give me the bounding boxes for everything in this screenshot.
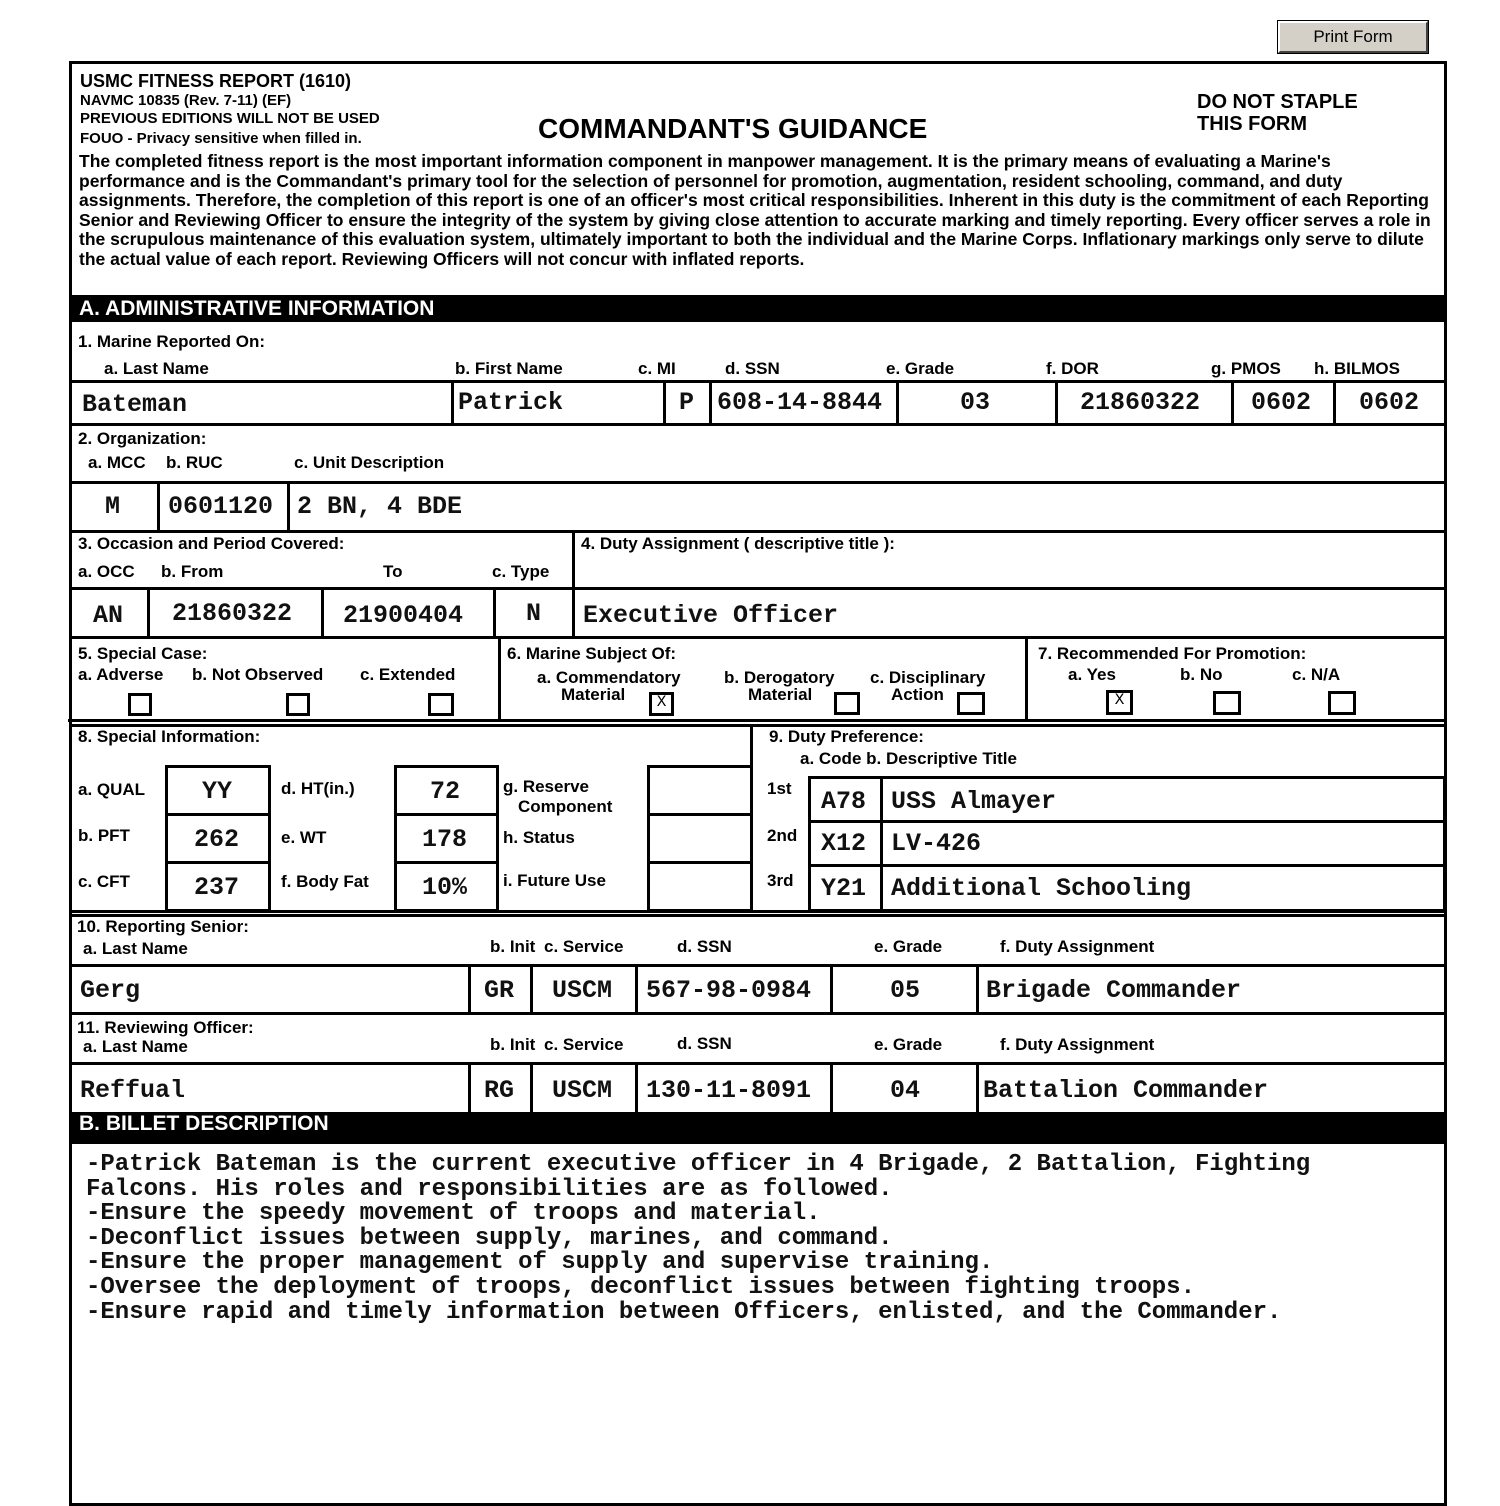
s10-label: 10. Reporting Senior:	[77, 917, 249, 936]
ro-grade-field[interactable]: 04	[890, 1076, 921, 1105]
grade-field[interactable]: 03	[960, 388, 991, 417]
type-field[interactable]: N	[526, 599, 542, 628]
reserve-label-2: Component	[518, 797, 613, 816]
body-fat-label: f. Body Fat	[281, 872, 369, 891]
s6-c-label: c. Disciplinary	[870, 668, 986, 687]
mcc-field[interactable]: M	[105, 492, 121, 521]
status-field[interactable]	[647, 813, 753, 864]
s10-a-label: a. Last Name	[83, 939, 188, 958]
s8-label: 8. Special Information:	[78, 727, 261, 746]
occ-field[interactable]: AN	[93, 601, 124, 630]
s1-g-label: g. PMOS	[1211, 359, 1281, 378]
s1-label: 1. Marine Reported On:	[78, 332, 266, 351]
s3-c-label: c. Type	[492, 562, 550, 581]
body-fat-field[interactable]: 10%	[422, 873, 468, 902]
qual-label: a. QUAL	[78, 780, 146, 799]
s7-label: 7. Recommended For Promotion:	[1038, 644, 1307, 663]
s6-b-label: b. Derogatory	[724, 668, 835, 687]
disciplinary-checkbox[interactable]	[957, 692, 985, 715]
s11-e-label: e. Grade	[874, 1035, 943, 1054]
pref-1-ordinal: 1st	[767, 779, 792, 798]
edition-note: PREVIOUS EDITIONS WILL NOT BE USED	[80, 110, 380, 127]
s6-a-label: a. Commendatory	[537, 668, 681, 687]
s5-a-label: a. Adverse	[78, 665, 164, 684]
s2-label: 2. Organization:	[78, 429, 207, 448]
pref-3-ordinal: 3rd	[767, 871, 794, 890]
s11-label: 11. Reviewing Officer:	[77, 1018, 254, 1037]
last-name-field[interactable]: Bateman	[82, 390, 188, 419]
section-b-header: B. BILLET DESCRIPTION	[72, 1112, 1446, 1144]
s10-e-label: e. Grade	[874, 937, 943, 956]
s3-label: 3. Occasion and Period Covered:	[78, 534, 345, 553]
staple-note-2: THIS FORM	[1197, 113, 1307, 135]
promotion-na-checkbox[interactable]	[1328, 691, 1356, 715]
form-name: USMC FITNESS REPORT (1610)	[80, 71, 352, 91]
s10-d-label: d. SSN	[677, 937, 732, 956]
promotion-yes-checkbox[interactable]: X	[1106, 690, 1133, 715]
s1-e-label: e. Grade	[886, 359, 955, 378]
s11-f-label: f. Duty Assignment	[1000, 1035, 1155, 1054]
form-number: NAVMC 10835 (Rev. 7-11) (EF)	[80, 92, 292, 109]
rs-ssn-field[interactable]: 567-98-0984	[646, 976, 812, 1005]
billet-description-field[interactable]: -Patrick Bateman is the current executive officer in 4 Brigade, 2 Battalion, Fighting Falcons. His roles and responsibilities are as followed. -Ensure the speedy movement of troops and material. -Deconflict issues between supply, marines, and command. -Ensure the proper management of supply and supervise training. -Oversee the deployment of troops, deconflict issues between fighting troops. -Ensure rapid and timely information between Officers, enlisted, and the Commander.	[86, 1151, 1311, 1326]
ro-service-field[interactable]: USCM	[552, 1076, 613, 1105]
bilmos-field[interactable]: 0602	[1359, 388, 1420, 417]
reserve-component-field[interactable]	[647, 765, 753, 816]
print-form-button[interactable]: Print Form	[1278, 21, 1428, 53]
s6-b-label-2: Material	[748, 685, 813, 704]
s11-d-label: d. SSN	[677, 1034, 732, 1053]
promotion-no-checkbox[interactable]	[1213, 691, 1241, 715]
rs-grade-field[interactable]: 05	[890, 976, 921, 1005]
ro-ssn-field[interactable]: 130-11-8091	[646, 1076, 812, 1105]
height-field[interactable]: 72	[430, 777, 461, 806]
not-observed-checkbox[interactable]	[286, 693, 310, 716]
first-name-field[interactable]: Patrick	[458, 388, 564, 417]
pref-1-code-field[interactable]: A78	[821, 787, 867, 816]
s9-sub-label: a. Code b. Descriptive Title	[800, 749, 1017, 768]
ht-label: d. HT(in.)	[281, 779, 355, 798]
commendatory-checkbox[interactable]: X	[649, 692, 674, 716]
dor-field[interactable]: 21860322	[1080, 388, 1201, 417]
duty-assignment-field[interactable]: Executive Officer	[583, 601, 839, 630]
s4-label: 4. Duty Assignment ( descriptive title ):	[581, 534, 895, 553]
pref-3-code-field[interactable]: Y21	[821, 874, 867, 903]
s2-b-label: b. RUC	[166, 453, 223, 472]
s1-b-label: b. First Name	[455, 359, 563, 378]
pref-3-title-field[interactable]: Additional Schooling	[891, 874, 1192, 903]
guidance-text: The completed fitness report is the most important information component in manpower management. It is the primary means of evaluating a Marine's performance and is the Commandant's primary tool for the selection of personnel for promotion, augmentation, resident schooling, command, and duty assignments. Therefore, the completion of this report is one of an officer's most critical responsibilities. Inherent in this duty is the commitment of each Reporting Senior and Reviewing Officer to ensure the integrity of the system by giving close attention to accurate marking and timely reporting. Every officer serves a role in the scrupulous maintenance of this evaluation system, ultimately important to both the individual and the Marine Corps. Inflationary markings only serve to dilute the actual value of each report. Reviewing Officers will not concur with inflated reports.	[79, 151, 1431, 269]
s10-f-label: f. Duty Assignment	[1000, 937, 1155, 956]
derogatory-checkbox[interactable]	[834, 692, 860, 715]
ruc-field[interactable]: 0601120	[168, 492, 274, 521]
pft-label: b. PFT	[78, 826, 130, 845]
staple-note-1: DO NOT STAPLE	[1197, 91, 1358, 113]
s6-a-label-2: Material	[561, 685, 626, 704]
s6-c-label-2: Action	[891, 685, 944, 704]
status-label: h. Status	[503, 828, 575, 847]
pref-2-code-field[interactable]: X12	[821, 829, 867, 858]
ro-last-name-field[interactable]: Reffual	[80, 1076, 186, 1105]
rs-last-name-field[interactable]: Gerg	[80, 976, 141, 1005]
adverse-checkbox[interactable]	[128, 693, 152, 716]
s11-b-label: b. Init	[490, 1035, 536, 1054]
s6-label: 6. Marine Subject Of:	[507, 644, 677, 663]
qual-field[interactable]: YY	[202, 777, 233, 806]
s3-b-label: b. From	[161, 562, 224, 581]
pft-field[interactable]: 262	[194, 825, 240, 854]
s1-f-label: f. DOR	[1046, 359, 1099, 378]
to-date-field[interactable]: 21900404	[343, 601, 464, 630]
extended-checkbox[interactable]	[428, 693, 454, 716]
cft-label: c. CFT	[78, 872, 130, 891]
ro-init-field[interactable]: RG	[484, 1076, 515, 1105]
ssn-field[interactable]: 608-14-8844	[717, 388, 883, 417]
s1-h-label: h. BILMOS	[1314, 359, 1400, 378]
s1-c-label: c. MI	[638, 359, 676, 378]
s3-to-label: To	[383, 562, 403, 581]
rs-service-field[interactable]: USCM	[552, 976, 613, 1005]
s3-a-label: a. OCC	[78, 562, 135, 581]
s5-label: 5. Special Case:	[78, 644, 208, 663]
s2-c-label: c. Unit Description	[294, 453, 445, 472]
s2-a-label: a. MCC	[88, 453, 146, 472]
rs-duty-field[interactable]: Brigade Commander	[986, 976, 1242, 1005]
future-use-field[interactable]	[647, 861, 753, 912]
s10-b-label: b. Init	[490, 937, 536, 956]
s9-label: 9. Duty Preference:	[769, 727, 924, 746]
future-use-label: i. Future Use	[503, 871, 606, 890]
mi-field[interactable]: P	[679, 388, 695, 417]
s11-c-label: c. Service	[544, 1035, 624, 1054]
s1-d-label: d. SSN	[725, 359, 780, 378]
from-date-field[interactable]: 21860322	[172, 599, 293, 628]
pref-2-title-field[interactable]: LV-426	[891, 829, 982, 858]
rs-init-field[interactable]: GR	[484, 976, 515, 1005]
wt-label: e. WT	[281, 828, 327, 847]
ro-duty-field[interactable]: Battalion Commander	[983, 1076, 1269, 1105]
s10-c-label: c. Service	[544, 937, 624, 956]
section-a-header: A. ADMINISTRATIVE INFORMATION	[72, 295, 1446, 322]
weight-field[interactable]: 178	[422, 825, 468, 854]
s7-a-label: a. Yes	[1068, 665, 1116, 684]
s7-c-label: c. N/A	[1292, 665, 1341, 684]
page-title: COMMANDANT'S GUIDANCE	[538, 113, 928, 144]
s5-b-label: b. Not Observed	[192, 665, 324, 684]
s5-c-label: c. Extended	[360, 665, 456, 684]
cft-field[interactable]: 237	[194, 873, 240, 902]
privacy-note: FOUO - Privacy sensitive when filled in.	[80, 130, 362, 147]
unit-description-field[interactable]: 2 BN, 4 BDE	[297, 492, 463, 521]
s7-b-label: b. No	[1180, 665, 1223, 684]
pref-1-title-field[interactable]: USS Almayer	[891, 787, 1057, 816]
s1-a-label: a. Last Name	[104, 359, 209, 378]
pmos-field[interactable]: 0602	[1251, 388, 1312, 417]
s11-a-label: a. Last Name	[83, 1037, 188, 1056]
pref-2-ordinal: 2nd	[767, 826, 798, 845]
reserve-label: g. Reserve	[503, 777, 589, 796]
